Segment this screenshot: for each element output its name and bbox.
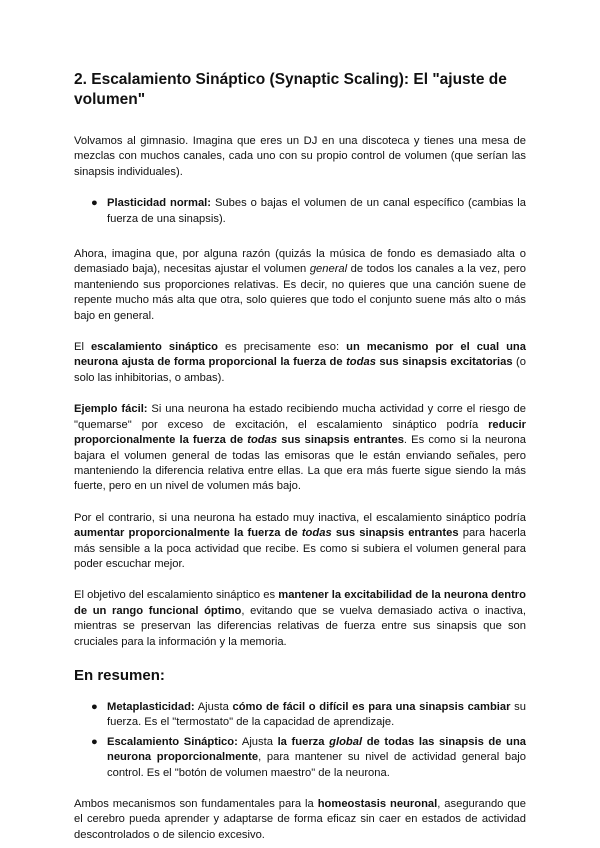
text-span: es precisamente eso: xyxy=(217,341,347,354)
text-span: El xyxy=(74,341,91,354)
summary-heading: En resumen: xyxy=(74,666,165,684)
bold-text: homeostasis neuronal xyxy=(317,798,438,810)
text-span: para hacerla más sensible a la poca actividad que recibe. Es como si subiera el volumen general para poder escuchar mejor. xyxy=(74,527,526,570)
closing-paragraph xyxy=(74,797,526,843)
objective-paragraph xyxy=(74,588,526,650)
text-span: Si una neurona ha estado recibiendo mucha actividad y corre el riesgo de "quemarse" por exceso de excitación, el escalamiento sináptico podría xyxy=(74,403,526,431)
summary-list xyxy=(74,700,526,781)
bullet-icon: ● xyxy=(91,700,98,713)
list-item-text: Subes o bajas el volumen de un canal específico (cambias la fuerza de una sinapsis). xyxy=(107,197,527,225)
bold-italic-text: todas xyxy=(301,527,332,540)
text-span: Ajusta xyxy=(194,700,233,713)
volume-paragraph xyxy=(74,247,526,324)
text-span: , para mantener su nivel de actividad general bajo control. Es el "botón de volumen maestro" de la neurona. xyxy=(107,751,526,779)
text-span: Por el contrario, si una neurona ha estado muy inactiva, el escalamiento sináptico podría xyxy=(74,511,526,524)
text-span: , evitando que se vuelva demasiado activa o inactiva, mientras se preservan las diferencias relativas de fuerza entre sus sinapsis que son cruciales para la información y la memoria. xyxy=(74,604,526,648)
italic-text: general xyxy=(309,263,348,276)
text-span: , asegurando que el cerebro pueda aprender y adaptarse de forma eficaz sin caer en estados de actividad descontrolados o de silencio excesivo. xyxy=(74,798,526,841)
text-span: . Es como si la neurona bajara el volumen general de todas las emisoras que le están enviando señales, pero manteniendo la diferencia relativa entre ellas. La que era más fuerte sigue siendo la más fuerte, pero en un nivel de volumen más bajo. xyxy=(74,434,526,493)
bold-italic-text: todas xyxy=(247,434,278,447)
text-span: El objetivo del escalamiento sináptico es xyxy=(74,589,279,602)
inactive-paragraph xyxy=(74,511,526,573)
list-item xyxy=(91,735,527,781)
bold-text: Ejemplo fácil: xyxy=(74,403,148,416)
bullet-icon: ● xyxy=(91,197,98,210)
text-span: su fuerza. Es el "termostato" de la capacidad de aprendizaje. xyxy=(107,700,526,729)
bold-text: sus sinapsis entrantes xyxy=(277,434,404,447)
text-span: Ajusta xyxy=(237,735,278,748)
text-span: Ahora, imagina que, por alguna razón (quizás la música de fondo es demasiado alta o demasiado baja), necesitas ajustar el volumen xyxy=(74,248,526,276)
bold-text: mantener la excitabilidad de la neurona dentro de un rango funcional óptimo xyxy=(74,589,526,617)
text-span: (o solo las inhibitorias, o ambas). xyxy=(74,356,526,384)
text-span: de todos los canales a la vez, pero manteniendo sus proporciones relativas. Es decir, no quieres que una canción suene de repente mucho más alta que otra, solo quieres que todo el conjunto suene más alto o más bajo en general. xyxy=(74,263,526,322)
list-item-label: Metaplasticidad: xyxy=(107,700,195,713)
bold-text: la fuerza xyxy=(277,735,330,748)
bold-text: sus sinapsis entrantes xyxy=(331,527,459,540)
example-paragraph xyxy=(74,402,526,494)
bold-text: sus sinapsis excitatorias xyxy=(375,356,513,369)
list-item xyxy=(91,196,527,227)
bold-italic-text: global xyxy=(329,735,363,748)
text-span: Ambos mecanismos son fundamentales para la xyxy=(74,798,318,810)
definition-paragraph xyxy=(74,340,526,386)
list-item-label: Plasticidad normal: xyxy=(107,197,212,210)
plasticity-list xyxy=(74,196,526,227)
bold-text: aumentar proporcionalmente la fuerza de xyxy=(74,527,302,540)
list-item-label: Escalamiento Sináptico: xyxy=(107,735,238,748)
bold-text: reducir proporcionalmente la fuerza de xyxy=(74,418,526,447)
intro-paragraph: Volvamos al gimnasio. Imagina que eres un DJ en una discoteca y tienes una mesa de mezclas con muchos canales, cada uno con su propio control de volumen (que serían las sinapsis individuales). xyxy=(74,135,526,178)
bold-text: cómo de fácil o difícil es para una sinapsis cambiar xyxy=(232,700,511,713)
bold-text: de todas las sinapsis de una neurona proporcionalmente xyxy=(107,735,527,764)
list-item xyxy=(91,700,526,731)
bold-text: un mecanismo por el cual una neurona ajusta de forma proporcional la fuerza de xyxy=(74,341,526,369)
bullet-icon: ● xyxy=(91,735,98,748)
section-heading: 2. Escalamiento Sináptico (Synaptic Scaling): El "ajuste de volumen" xyxy=(74,71,507,108)
bold-text: escalamiento sináptico xyxy=(90,341,218,354)
bold-italic-text: todas xyxy=(346,356,376,369)
